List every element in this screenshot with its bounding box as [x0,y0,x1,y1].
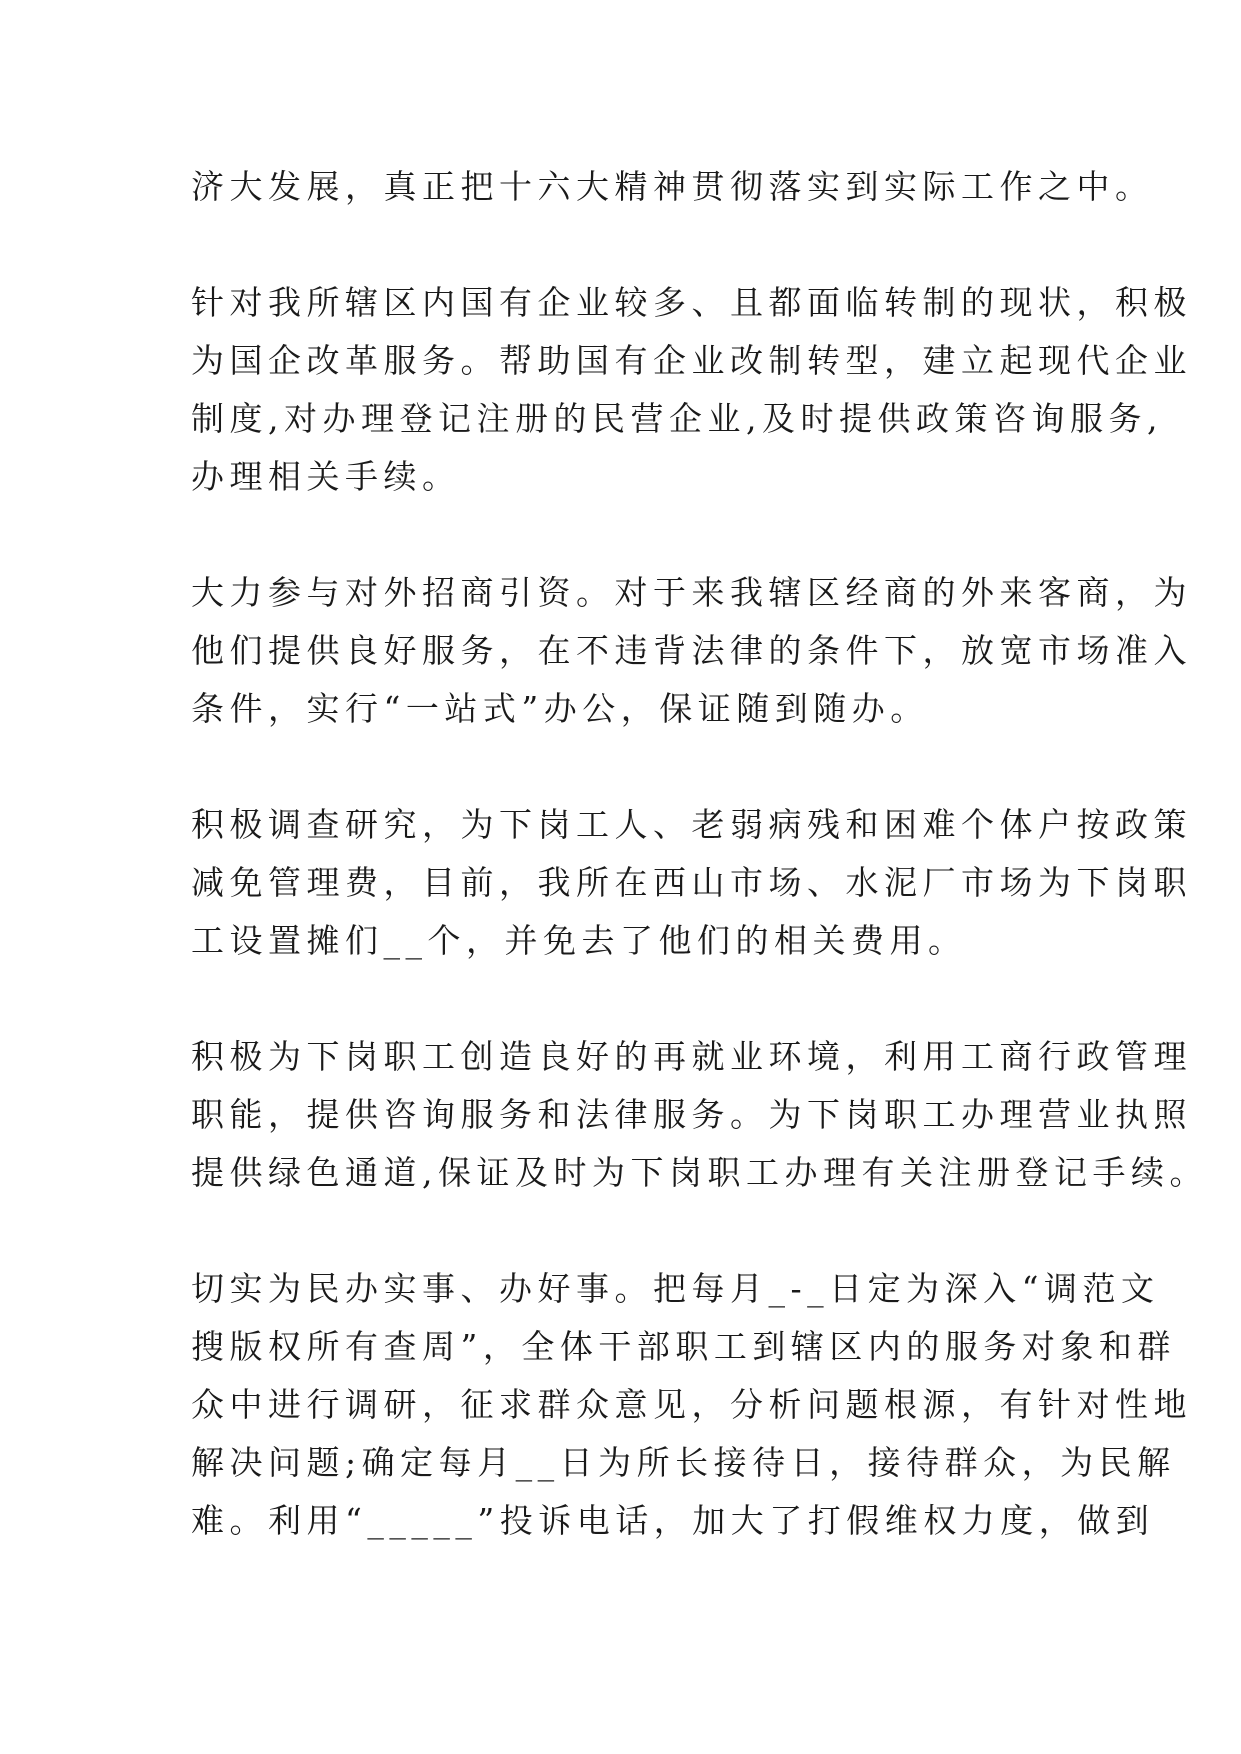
text-line: 搜版权所有查周”，全体干部职工到辖区内的服务对象和群 [191,1327,1176,1366]
text-line: 他们提供良好服务，在不违背法律的条件下，放宽市场准入 [191,631,1192,670]
text-line: 减免管理费，目前，我所在西山市场、水泥厂市场为下岗职 [191,863,1192,902]
text-line: 为国企改革服务。帮助国有企业改制转型，建立起现代企业 [191,341,1192,380]
paragraph-3 [191,564,1192,738]
text-line: 针对我所辖区内国有企业较多、且都面临转制的现状，积极 [191,283,1192,322]
text-line: 积极调查研究，为下岗工人、老弱病残和困难个体户按政策 [191,805,1192,844]
paragraph-1 [191,158,1154,216]
paragraph-6 [191,1260,1192,1550]
text-line: 办理相关手续。 [191,457,461,496]
text-line: 济大发展，真正把十六大精神贯彻落实到实际工作之中。 [191,167,1154,206]
paragraph-2 [191,274,1192,506]
text-line: 难。利用“_____”投诉电话，加大了打假维权力度，做到 [191,1501,1155,1540]
text-line: 工设置摊们__个，并免去了他们的相关费用。 [191,921,967,960]
paragraph-4 [191,796,1192,970]
text-line: 众中进行调研，征求群众意见，分析问题根源，有针对性地 [191,1385,1192,1424]
text-line: 切实为民办实事、办好事。把每月_-_日定为深入“调范文 [191,1269,1160,1308]
text-line: 提供绿色通道,保证及时为下岗职工办理有关注册登记手续。 [191,1153,1208,1192]
text-line: 制度,对办理登记注册的民营企业,及时提供政策咨询服务, [191,399,1163,438]
text-line: 积极为下岗职工创造良好的再就业环境，利用工商行政管理 [191,1037,1192,1076]
text-line: 职能，提供咨询服务和法律服务。为下岗职工办理营业执照 [191,1095,1192,1134]
text-line: 条件，实行“一站式”办公，保证随到随办。 [191,689,929,728]
paragraph-5 [191,1028,1208,1202]
text-line: 解决问题;确定每月__日为所长接待日，接待群众，为民解 [191,1443,1176,1482]
text-line: 大力参与对外招商引资。对于来我辖区经商的外来客商，为 [191,573,1192,612]
document-body [191,158,1208,1550]
